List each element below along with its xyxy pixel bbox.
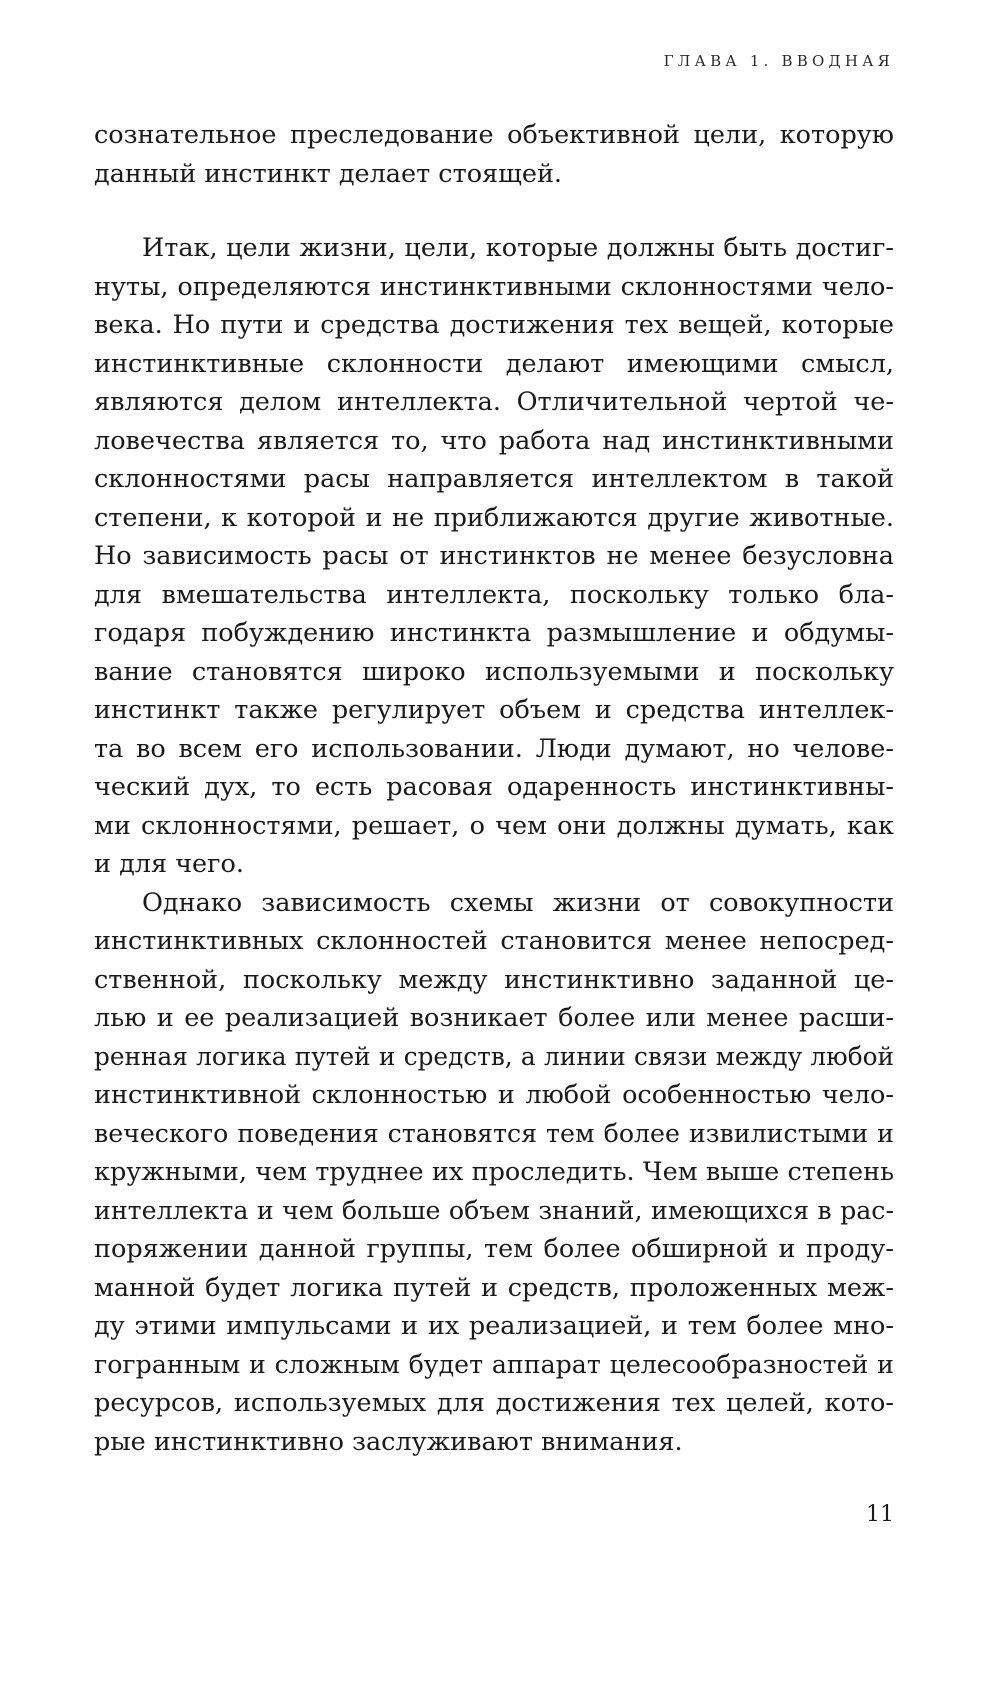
text-line: лью и ее реализацией возникает более или менее расши- (94, 1003, 894, 1033)
text-line: вание становятся широко используемыми и поскольку (94, 656, 894, 687)
text-line: данный инстинкт делает стоящей. (94, 158, 563, 189)
text-line: Итак, цели жизни, цели, которые должны быть достиг- (142, 233, 894, 263)
text-line: инстинктивные склонности делают имеющими смысл, (94, 348, 894, 379)
page-number: 11 (866, 1502, 894, 1527)
text-line: века. Но пути и средства достижения тех вещей, которые (94, 310, 894, 340)
text-line: для вмешательства интеллекта, поскольку только бла- (94, 579, 894, 610)
text-line: ресурсов, используемых для достижения тех целей, кото- (94, 1388, 894, 1418)
text-line: ренная логика путей и средств, а линии связи между любой (94, 1041, 894, 1071)
text-line: гогранным и сложным будет аппарат целесообразностей и (94, 1349, 894, 1379)
text-line: поряжении данной группы, тем более обширной и проду- (94, 1234, 894, 1264)
text-line: сознательное преследование объективной цели, которую (94, 120, 894, 150)
text-line: Однако зависимость схемы жизни от совокупности (142, 887, 894, 918)
paragraph-3 (94, 884, 894, 1462)
running-head: ГЛАВА 1. ВВОДНАЯ (663, 52, 894, 70)
text-line: инстинктивных склонностей становится менее непосред- (94, 926, 894, 956)
paragraph-gap (94, 193, 894, 229)
text-line: и для чего. (94, 849, 244, 879)
text-line: ловечества является то, что работа над инстинктивными (94, 425, 894, 456)
text-line: манной будет логика путей и средств, проложенных меж- (94, 1272, 894, 1303)
body-text (94, 116, 894, 1461)
text-line: являются делом интеллекта. Отличительной чертой че- (94, 387, 894, 417)
text-line: годаря побуждению инстинкта размышление и обдумы- (94, 618, 894, 648)
text-line: интеллекта и чем больше объем знаний, имеющихся в рас- (94, 1195, 894, 1225)
text-line: инстинкт также регулирует объем и средства интеллек- (94, 695, 894, 725)
text-line: ду этими импульсами и их реализацией, и тем более мно- (94, 1311, 894, 1341)
text-line: кружными, чем труднее их проследить. Чем выше степень (94, 1157, 894, 1187)
text-line: инстинктивной склонностью и любой особенностью чело- (94, 1080, 894, 1110)
text-line: степени, к которой и не приближаются другие животные. (94, 502, 894, 533)
text-line: та во всем его использовании. Люди думают, но челове- (94, 733, 894, 764)
text-line: нуты, определяются инстинктивными склонностями чело- (94, 271, 894, 302)
paragraph-1 (94, 116, 894, 193)
paragraph-2 (94, 229, 894, 884)
text-line: склонностями расы направляется интеллектом в такой (94, 464, 894, 494)
text-line: веческого поведения становятся тем более извилистыми и (94, 1118, 894, 1148)
text-line: ми склонностями, решает, о чем они должны думать, как (94, 810, 894, 841)
text-line: рые инстинктивно заслуживают внимания. (94, 1426, 683, 1457)
text-line: Но зависимость расы от инстинктов не менее безусловна (94, 541, 894, 571)
text-line: ственной, поскольку между инстинктивно заданной це- (94, 964, 894, 995)
text-line: ческий дух, то есть расовая одаренность инстинктивны- (94, 772, 894, 802)
